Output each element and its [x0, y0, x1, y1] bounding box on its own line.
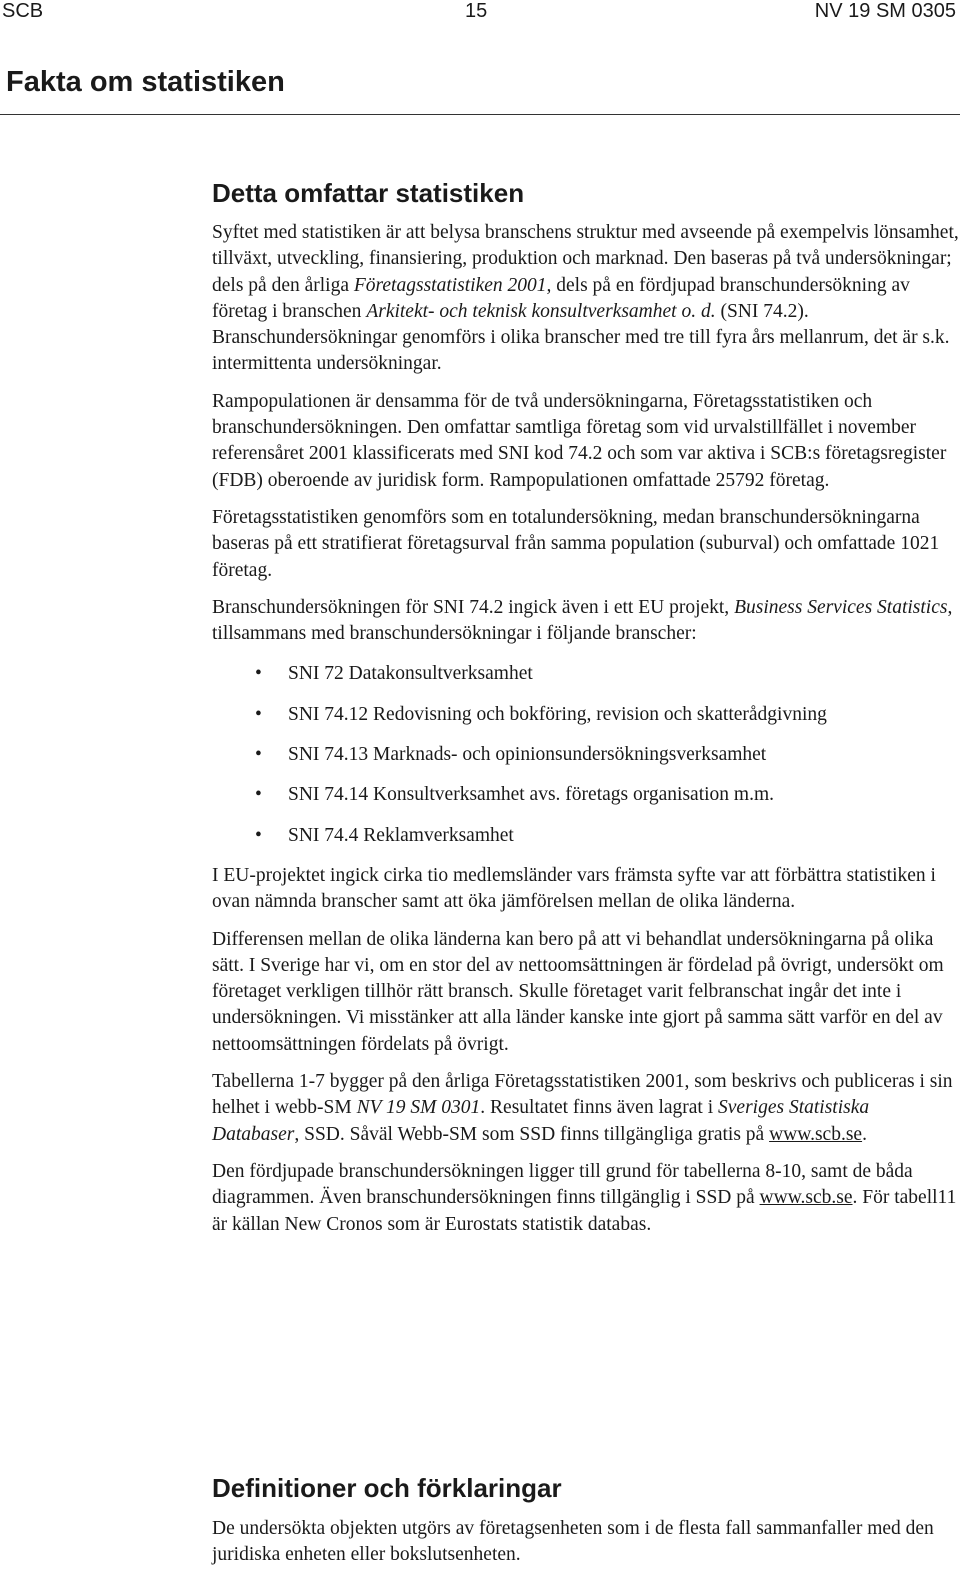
paragraph-purpose: Syftet med statistiken är att belysa branschens struktur med avseende på exempelvis lönsamhet, tillväxt, utveckling, finansiering, produktion och marknad. Den baseras på två undersökningar; dels på den årliga Företagsstatistiken 2001, dels på en fördjupad branschundersökning av företag i branschen Arkitekt- och teknisk konsultverksamhet o. d. (SNI 74.2). Branschundersökningar genomförs i olika branscher med tre till fyra års mellanrum, det är s.k. intermittenta undersökningar. [212, 222, 959, 375]
header-org: SCB [2, 0, 44, 22]
page-title: Fakta om statistiken [6, 66, 285, 98]
bullet-icon: • [255, 784, 262, 806]
paragraph-objects: De undersökta objekten utgörs av företagsenheten som i de flesta fall sammanfaller med den juridiska enheten eller bokslutsenheten. [212, 1518, 934, 1566]
list-item: • SNI 74.14 Konsultverksamhet avs. företags organisation m.m. [212, 782, 960, 808]
bullet-icon: • [255, 703, 262, 725]
paragraph-population: Rampopulationen är densamma för de två undersökningarna, Företagsstatistiken och branschundersökningen. Den omfattar samtliga företag som vid urvalstillfället i november referensåret 2001 klassificerats med SNI kod 74.2 och som var aktiva i SCB:s företagsregister (FDB) oberoende av juridisk form. Rampopulationen omfattade 25792 företag. [212, 390, 947, 491]
section-scope-body [212, 220, 960, 1238]
header-series: NV 19 SM 0305 [814, 0, 956, 22]
list-item: • SNI 74.13 Marknads- och opinionsundersökningsverksamhet [212, 742, 960, 768]
paragraph-differences: Differensen mellan de olika länderna kan bero på att vi behandlat undersökningarna på olika sätt. I Sverige har vi, om en stor del av nettoomsättningen är fördelad på övrigt, undersökt om företaget verkligen tillhör rätt bransch. Skulle företaget varit felbranschat ingår det inte i undersökningen. Vi misstänker att alla länder kanske inte gjort på samma sätt varför en del av nettoomsättningen fördelats på övrigt. [212, 928, 944, 1055]
paragraph-tables-source: Tabellerna 1-7 bygger på den årliga Företagsstatistiken 2001, som beskrivs och publiceras i sin helhet i webb-SM NV 19 SM 0301. Resultatet finns även lagrat i Sveriges Statistiska Databaser, SSD. Såväl Webb-SM som SSD finns tillgängliga gratis på www.scb.se. [212, 1071, 953, 1145]
title-divider [0, 114, 960, 115]
page-header [0, 0, 960, 30]
bullet-icon: • [255, 663, 262, 685]
section-heading-scope: Detta omfattar statistiken [212, 178, 525, 208]
paragraph-branch-survey: Den fördjupade branschundersökningen ligger till grund för tabellerna 8-10, samt de båda diagrammen. Även branschundersökningen finns tillgänglig i SSD på www.scb.se. För tabell11 är källan New Cronos som är Eurostats statistik databas. [212, 1160, 957, 1235]
bullet-icon: • [255, 744, 262, 766]
industry-list [212, 661, 960, 848]
scb-link[interactable]: www.scb.se [769, 1123, 863, 1145]
header-page-number: 15 [465, 0, 488, 22]
paragraph-survey-method: Företagsstatistiken genomförs som en totalundersökning, medan branschundersökningarna baseras på ett stratifierat företagsurval från samma population (suburval) och omfattade 1021 företag. [212, 506, 940, 581]
section-heading-definitions: Definitioner och förklaringar [212, 1473, 562, 1503]
list-item: • SNI 74.4 Reklamverksamhet [212, 823, 960, 849]
list-item: • SNI 72 Datakonsultverksamhet [212, 661, 960, 687]
paragraph-eu-project: Branschundersökningen för SNI 74.2 ingick även i ett EU projekt, Business Services Statistics, tillsammans med branschundersökningar i följande branscher: [212, 596, 953, 645]
bullet-icon: • [255, 824, 262, 846]
section-definitions-body [212, 1516, 952, 1569]
scb-link[interactable]: www.scb.se [759, 1187, 853, 1209]
list-item: • SNI 74.12 Redovisning och bokföring, revision och skatterådgivning [212, 702, 960, 728]
paragraph-eu-aim: I EU-projektet ingick cirka tio medlemsländer vars främsta syfte var att förbättra statistiken i ovan nämnda branscher samt att öka jämförelsen mellan de olika länderna. [212, 864, 936, 913]
